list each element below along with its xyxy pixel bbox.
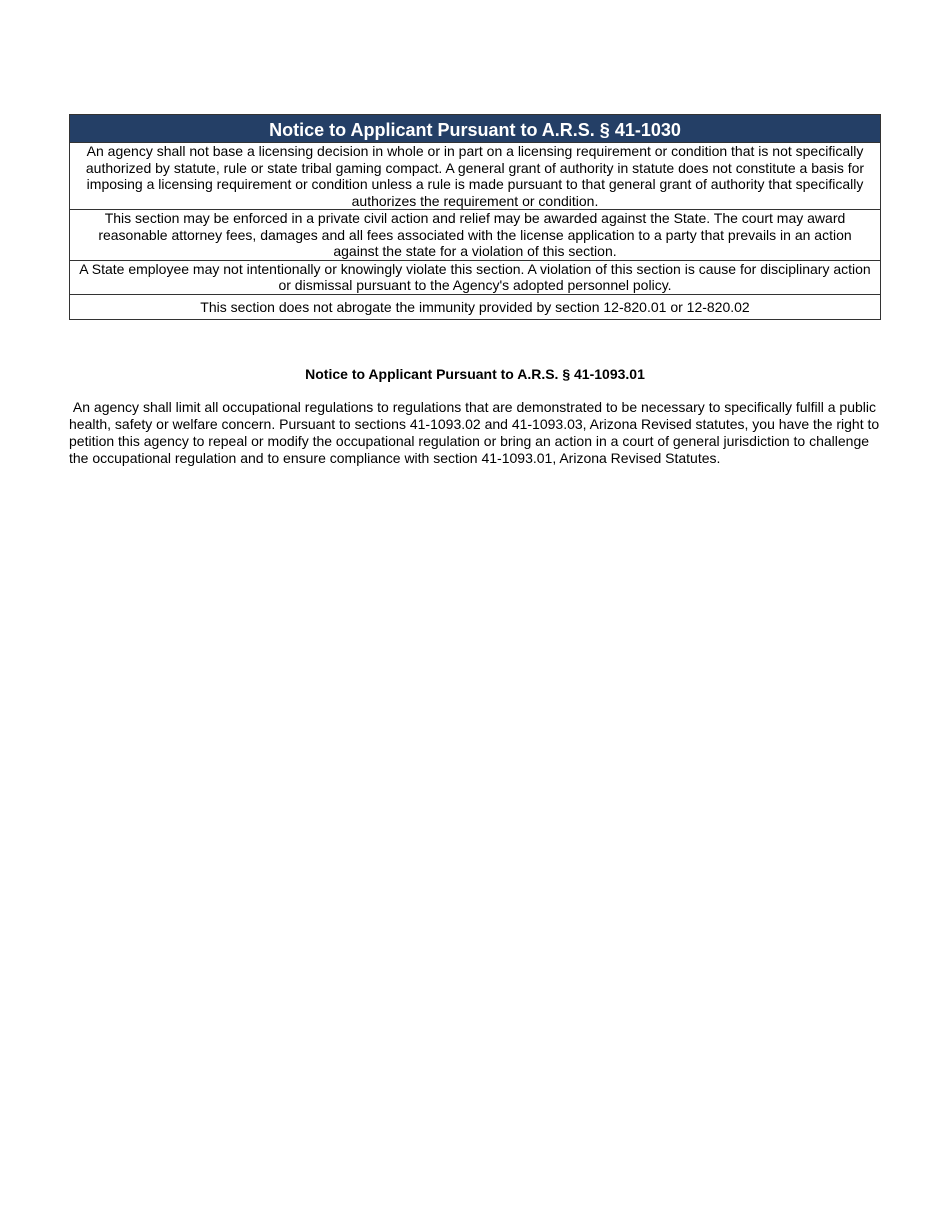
notice-1030-row-immunity: This section does not abrogate the immunity provided by section 12-820.01 or 12-820.02 (70, 294, 880, 320)
notice-1093-section (69, 365, 884, 467)
notice-1030-row-licensing: An agency shall not base a licensing decision in whole or in part on a licensing requirement or condition that is not specifically authorized by statute, rule or state tribal gaming compact. A general grant of authority in statute does not constitute a basis for imposing a licensing requirement or condition unless a rule is made pursuant to that general grant of authority that specifically authorizes the requirement or condition. (70, 142, 880, 209)
notice-1030-row-civil-action: This section may be enforced in a private civil action and relief may be awarded against the State. The court may award reasonable attorney fees, damages and all fees associated with the license application to a party that prevails in an action against the state for a violation of this section. (70, 209, 880, 260)
notice-1093-title: Notice to Applicant Pursuant to A.R.S. § 41-1093.01 (305, 366, 645, 382)
notice-1030-title: Notice to Applicant Pursuant to A.R.S. § 41-1030 (70, 115, 880, 142)
notice-1030-row-employee: A State employee may not intentionally or knowingly violate this section. A violation of this section is cause for disciplinary action or dismissal pursuant to the Agency's adopted personnel policy. (70, 260, 880, 294)
notice-1093-body: An agency shall limit all occupational regulations to regulations that are demonstrated to be necessary to specifically fulfill a public health, safety or welfare concern. Pursuant to sections 41-1093.02 and 41-1093.03, Arizona Revised statutes, you have the right to petition this agency to repeal or modify the occupational regulation or bring an action in a court of general jurisdiction to challenge the occupational regulation and to ensure compliance with section 41-1093.01, Arizona Revised Statutes. (69, 399, 884, 466)
notice-1030-table (69, 114, 881, 320)
